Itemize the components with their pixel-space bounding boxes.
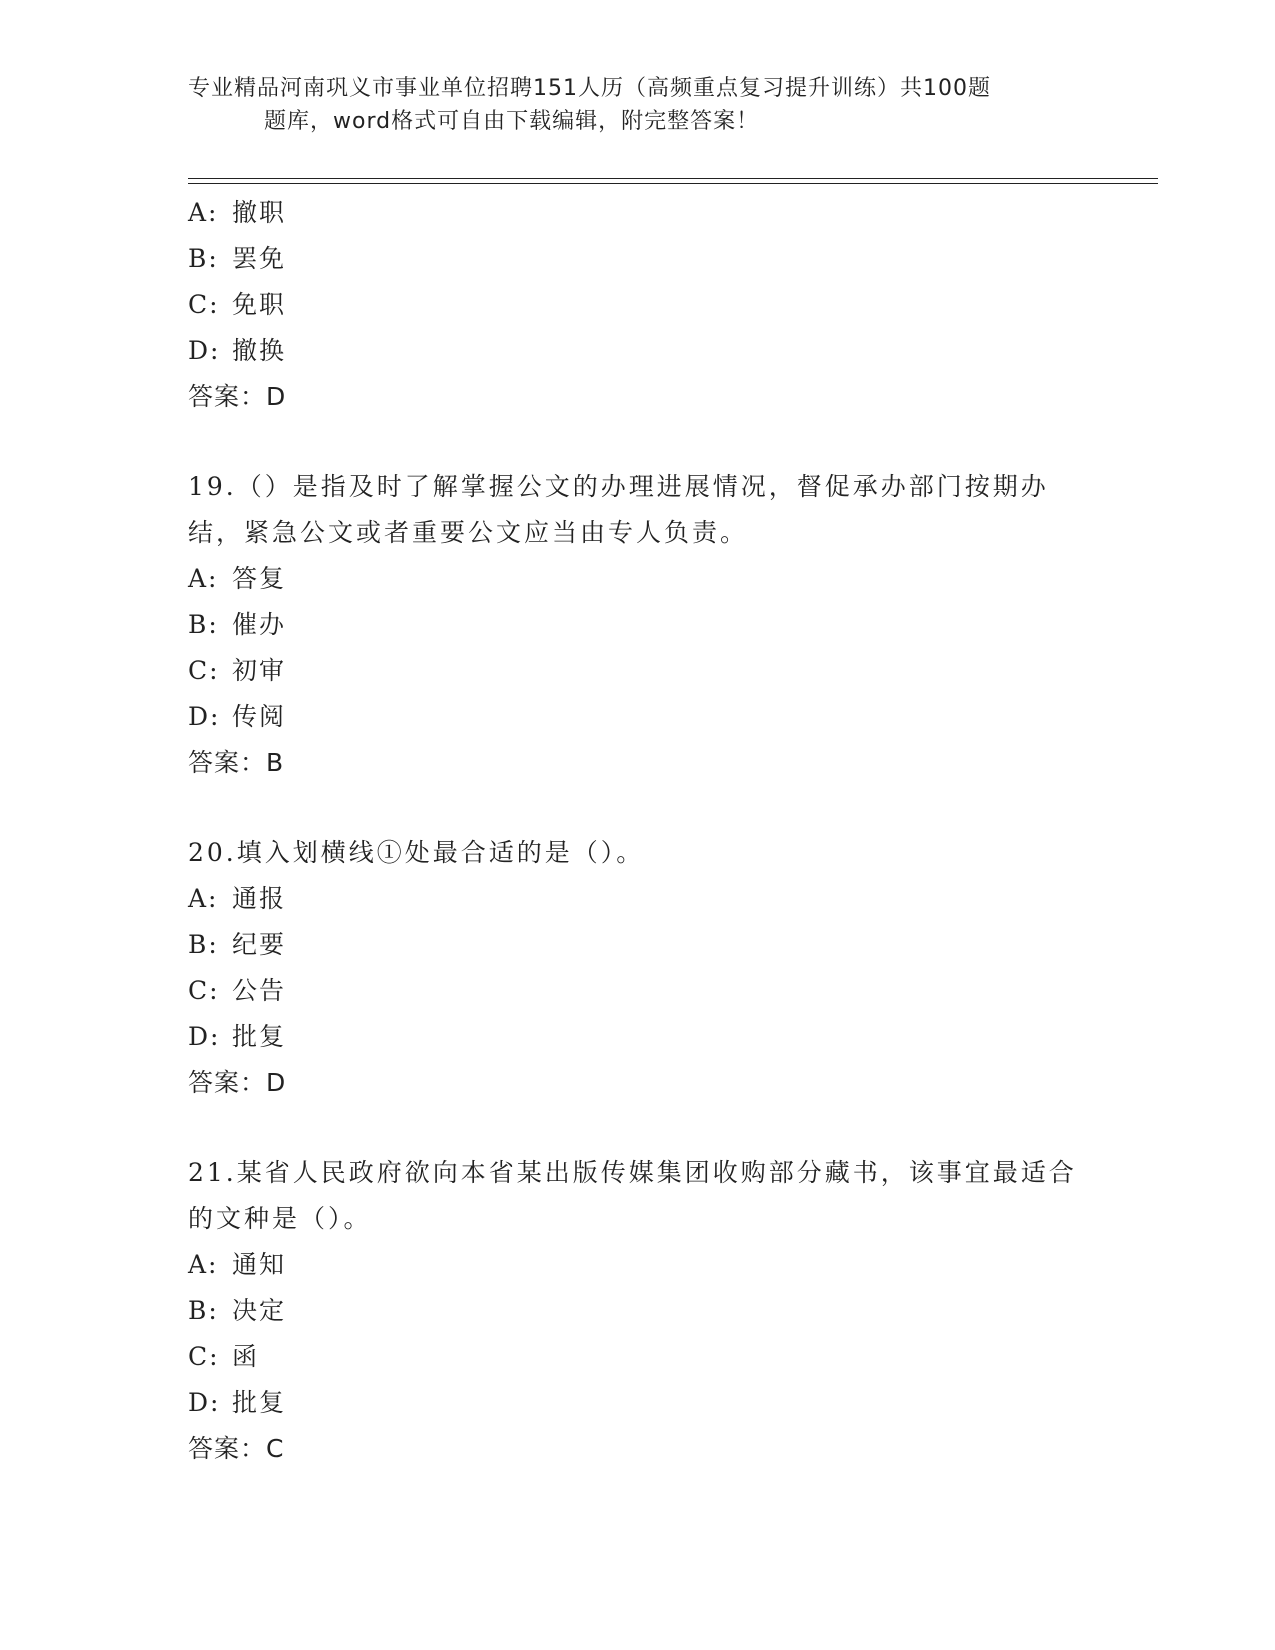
option-a (188, 190, 1088, 236)
option-letter: A: (188, 1250, 219, 1279)
question-text: 21.某省人民政府欲向本省某出版传媒集团收购部分藏书，该事宜最适合的文种是（）。 (188, 1158, 1077, 1233)
option-text: 初审 (232, 656, 287, 685)
option-letter: D: (188, 702, 221, 731)
option-text: 传阅 (232, 702, 287, 731)
option-letter: B: (188, 930, 219, 959)
option-text: 公告 (232, 976, 287, 1005)
option-letter: C: (188, 976, 220, 1005)
option-letter: D: (188, 1022, 221, 1051)
option-letter: B: (188, 244, 219, 273)
option-letter: A: (188, 564, 219, 593)
option-text: 通知 (232, 1250, 287, 1279)
option-text: 决定 (232, 1296, 287, 1325)
option-d (188, 328, 1088, 374)
option-letter: D: (188, 1388, 221, 1417)
option-text: 撤换 (232, 336, 287, 365)
option-letter: A: (188, 884, 219, 913)
option-text: 批复 (232, 1022, 287, 1051)
option-text: 免职 (232, 290, 287, 319)
option-b (188, 236, 1088, 282)
answer-line: 答案：D (188, 1068, 287, 1097)
option-letter: C: (188, 1342, 220, 1371)
option-a (188, 1242, 1088, 1288)
option-c (188, 282, 1088, 328)
question-list (188, 190, 1088, 1472)
option-a (188, 876, 1088, 922)
question-block-19 (188, 464, 1088, 786)
option-letter: C: (188, 656, 220, 685)
option-a (188, 556, 1088, 602)
option-letter: C: (188, 290, 220, 319)
answer-line: 答案：C (188, 1434, 285, 1463)
option-b (188, 922, 1088, 968)
option-c (188, 968, 1088, 1014)
option-letter: B: (188, 1296, 219, 1325)
question-block-18 (188, 190, 1088, 420)
header-rule-bottom (188, 183, 1158, 184)
document-header (188, 72, 1088, 138)
question-text: 20.填入划横线①处最合适的是（）。 (188, 838, 645, 867)
header-title-line2: 题库，word格式可自由下载编辑，附完整答案！ (264, 109, 760, 134)
option-b (188, 602, 1088, 648)
option-text: 催办 (232, 610, 287, 639)
option-text: 答复 (232, 564, 287, 593)
option-text: 批复 (232, 1388, 287, 1417)
option-text: 罢免 (232, 244, 287, 273)
option-c (188, 648, 1088, 694)
question-block-21 (188, 1150, 1088, 1472)
option-d (188, 1380, 1088, 1426)
option-text: 通报 (232, 884, 287, 913)
option-letter: A: (188, 198, 219, 227)
option-text: 纪要 (232, 930, 287, 959)
header-rule-top (188, 178, 1158, 179)
option-d (188, 1014, 1088, 1060)
option-letter: B: (188, 610, 219, 639)
answer-line: 答案：B (188, 748, 285, 777)
option-b (188, 1288, 1088, 1334)
header-title-line1: 专业精品河南巩义市事业单位招聘151人历（高频重点复习提升训练）共100题 (188, 76, 991, 101)
answer-line: 答案：D (188, 382, 287, 411)
option-d (188, 694, 1088, 740)
question-block-20 (188, 830, 1088, 1106)
option-c (188, 1334, 1088, 1380)
question-text: 19.（）是指及时了解掌握公文的办理进展情况，督促承办部门按期办结，紧急公文或者重要公文应当由专人负责。 (188, 472, 1049, 547)
option-letter: D: (188, 336, 221, 365)
option-text: 函 (232, 1342, 260, 1371)
option-text: 撤职 (232, 198, 287, 227)
